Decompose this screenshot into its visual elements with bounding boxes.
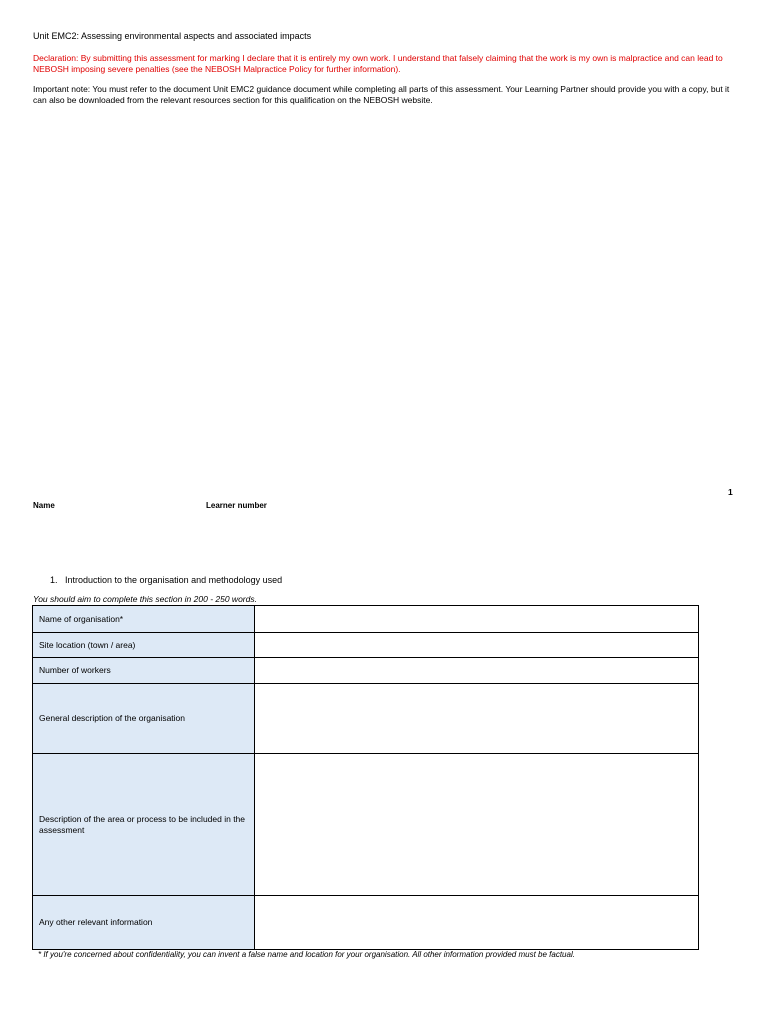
row-label-other-information: Any other relevant information [33, 896, 255, 950]
table-row [33, 754, 699, 896]
table-row [33, 684, 699, 754]
section-title: Introduction to the organisation and methodology used [65, 575, 283, 585]
general-description-field[interactable] [255, 684, 699, 754]
number-of-workers-field[interactable] [255, 658, 699, 684]
name-label: Name [33, 501, 55, 510]
section-instruction: You should aim to complete this section in 200 - 250 words. [33, 594, 257, 604]
section-number: 1. [50, 575, 58, 585]
section-heading [50, 575, 282, 585]
page-number: 1 [728, 487, 733, 497]
other-information-field[interactable] [255, 896, 699, 950]
table-row [33, 633, 699, 658]
unit-title: Unit EMC2: Assessing environmental aspects and associated impacts [33, 31, 312, 41]
confidentiality-footnote: * If you're concerned about confidentiality, you can invent a false name and location for your organisation. All other information provided must be factual. [38, 950, 575, 959]
row-label-organisation-name: Name of organisation* [33, 606, 255, 633]
row-label-general-description: General description of the organisation [33, 684, 255, 754]
organisation-info-table [32, 605, 699, 950]
declaration-text: Declaration: By submitting this assessment for marking I declare that it is entirely my own work. I understand that falsely claiming that the work is my own is malpractice and can lead to NEBOSH imposing severe penalties (see the NEBOSH Malpractice Policy for further information). [33, 53, 723, 74]
row-label-area-description: Description of the area or process to be included in the assessment [33, 754, 255, 896]
table-row [33, 658, 699, 684]
table-row [33, 896, 699, 950]
important-note: Important note: You must refer to the document Unit EMC2 guidance document while completing all parts of this assessment. Your Learning Partner should provide you with a copy, but it can also be downloaded from the relevant resources section for this qualification on the NEBOSH website. [33, 84, 730, 105]
area-description-field[interactable] [255, 754, 699, 896]
site-location-field[interactable] [255, 633, 699, 658]
organisation-name-field[interactable] [255, 606, 699, 633]
row-label-site-location: Site location (town / area) [33, 633, 255, 658]
row-label-number-of-workers: Number of workers [33, 658, 255, 684]
learner-number-label: Learner number [206, 501, 267, 510]
table-row [33, 606, 699, 633]
